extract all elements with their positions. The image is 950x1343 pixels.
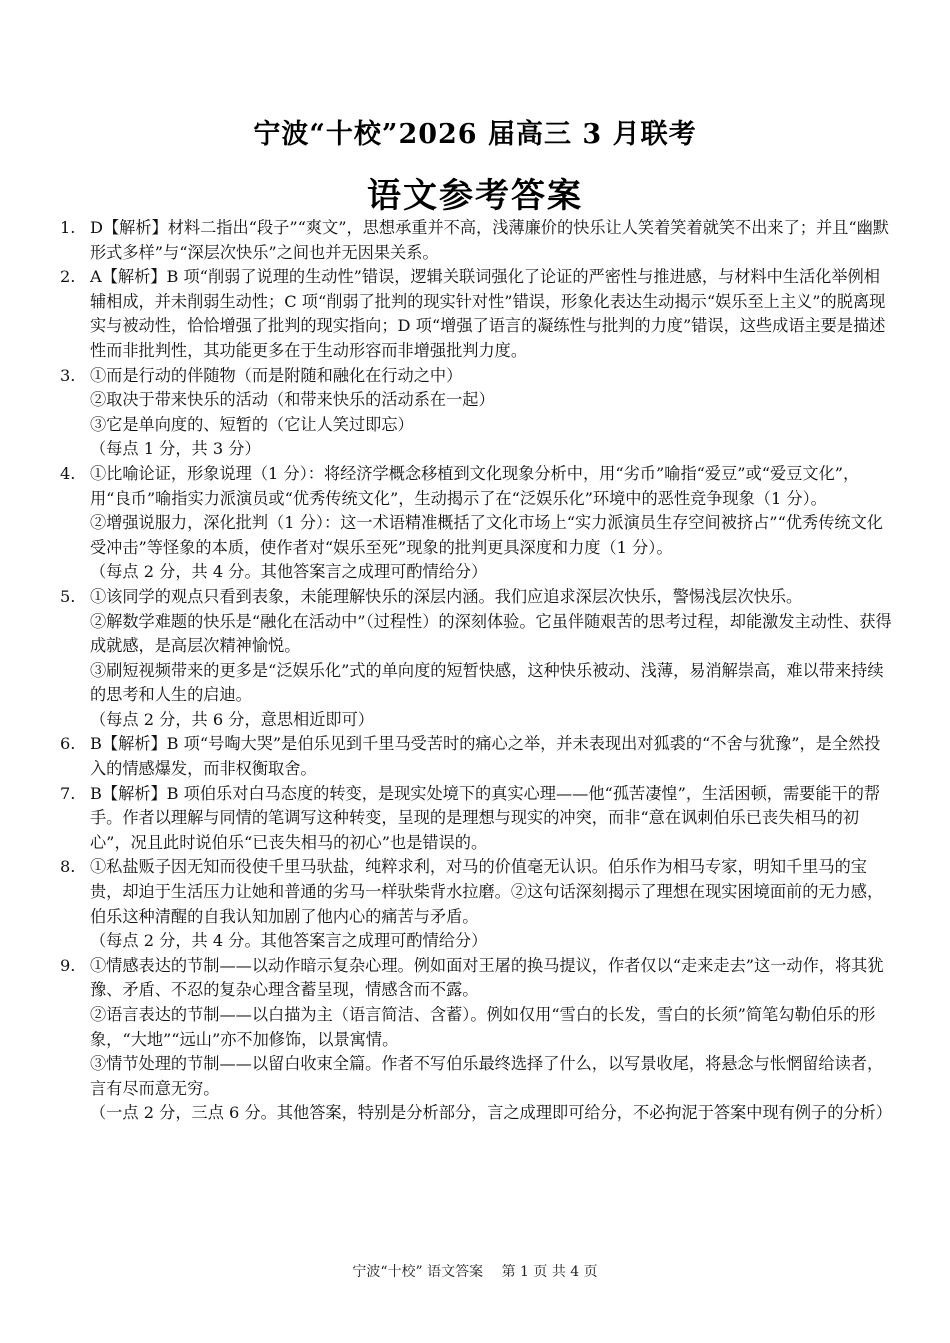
question-number: 2. (60, 267, 76, 287)
question-number: 9. (60, 955, 76, 975)
answer-point: ②增强说服力，深化批判（1 分）：这一术语精准概括了文化市场上“实力派演员生存空间被挤占”“优秀传统文化受冲击”等怪象的本质，使作者对“娱乐至死”现象的批判更具深度和力度（1 分）。 (90, 513, 883, 557)
answer-point: ③它是单向度的、短暂的（它让人笑过即忘） (90, 414, 414, 434)
page-footer: 宁波“十校” 语文答案 第 1 页 共 4 页 (352, 1264, 598, 1280)
question-number: 3. (60, 365, 76, 385)
answer-paragraph: ①私盐贩子因无知而役使千里马驮盐，纯粹求利，对马的价值毫无认识。伯乐作为相马专家，明知千里马的宝贵，却迫于生活压力让她和普通的劣马一样驮柴背水拉磨。②这句话深刻揭示了理想在现实困境面前的无力感，伯乐这种清醒的自我认知加剧了他内心的痛苦与矛盾。 (90, 857, 884, 926)
scoring-note: （每点 2 分，共 4 分。其他答案言之成理可酌情给分） (90, 931, 488, 951)
answer-point: ③情节处理的节制——以留白收束全篇。作者不写伯乐最终选择了什么，以写景收尾，将悬念与怅惘留给读者，言有尽而意无穷。 (90, 1054, 884, 1098)
answer-point: ①情感表达的节制——以动作暗示复杂心理。例如面对王屠的换马提议，作者仅以“走来走去”这一动作，将其犹豫、矛盾、不忍的复杂心理含蓄呈现，情感含而不露。 (90, 955, 884, 1000)
answer-item-3 (60, 364, 896, 462)
question-number: 6. (60, 734, 76, 754)
question-number: 4. (60, 463, 76, 483)
answer-paragraph: B【解析】B 项伯乐对白马态度的转变，是现实处境下的真实心理——他“孤苦凄惶”，生活困顿，需要能干的帮手。作者以理解与同情的笔调写这种转变，呈现的是理想与现实的冲突，而非“意在讽刺伯乐已丧失相马的初心”，况且此时说伯乐“已丧失相马的初心”也是错误的。 (90, 783, 881, 852)
scoring-note: （一点 2 分，三点 6 分。其他答案，特别是分析部分，言之成理即可给分，不必拘泥于答案中现有例子的分析） (90, 1103, 892, 1123)
answer-item-8 (60, 855, 896, 953)
answer-list (60, 216, 896, 1126)
answer-point: ①而是行动的伴随物（而是附随和融化在行动之中） (90, 365, 463, 385)
scoring-note: （每点 1 分，共 3 分） (90, 439, 261, 459)
answer-item-5 (60, 585, 896, 733)
question-number: 1. (60, 218, 76, 237)
answer-item-6 (60, 732, 896, 781)
answer-item-1 (60, 216, 896, 265)
answer-item-7 (60, 782, 896, 856)
page-subtitle: 语文参考答案 (367, 176, 583, 216)
scoring-note: （每点 2 分，共 4 分。其他答案言之成理可酌情给分） (90, 562, 488, 582)
answer-point: ①比喻论证，形象说理（1 分）：将经济学概念移植到文化现象分析中，用“劣币”喻指“爱豆”或“爱豆文化”，用“良币”喻指实力派演员或“优秀传统文化”，生动揭示了在“泛娱乐化”环境中的恶性竞争现象（1 分）。 (90, 463, 860, 508)
page-title: 宁波“十校”2026 届高三 3 月联考 (253, 119, 697, 150)
answer-point: ②解数学难题的快乐是“融化在活动中”（过程性）的深刻体验。它虽伴随艰苦的思考过程，却能激发主动性、获得成就感，是高层次精神愉悦。 (90, 611, 892, 656)
answer-point: ①该同学的观点只看到表象，未能理解快乐的深层内涵。我们应追求深层次快乐，警惕浅层次快乐。 (90, 586, 803, 606)
answer-point: ③刷短视频带来的更多是“泛娱乐化”式的单向度的短暂快感，这种快乐被动、浅薄，易消解崇高，难以带来持续的思考和人生的启迪。 (90, 660, 884, 705)
answer-paragraph: B【解析】B 项“号啕大哭”是伯乐见到千里马受苦时的痛心之举，并未表现出对狐裘的“不舍与犹豫”，是全然投入的情感爆发，而非权衡取舍。 (90, 734, 881, 779)
scoring-note: （每点 2 分，共 6 分，意思相近即可） (90, 709, 374, 729)
answer-item-2 (60, 265, 896, 363)
question-number: 7. (60, 783, 76, 803)
answer-paragraph: D【解析】材料二指出“段子”“爽文”，思想承重并不高，浅薄廉价的快乐让人笑着笑着就笑不出来了；并且“幽默形式多样”与“深层次快乐”之间也并无因果关系。 (90, 218, 889, 262)
question-number: 8. (60, 857, 76, 877)
answer-item-9 (60, 954, 896, 1126)
answer-point: ②取决于带来快乐的活动（和带来快乐的活动系在一起） (90, 390, 495, 410)
answer-item-4 (60, 462, 896, 585)
answer-point: ②语言表达的节制——以白描为主（语言简洁、含蓄）。例如仅用“雪白的长发，雪白的长须”简笔勾勒伯乐的形象，“大地”“远山”亦不加修饰，以景寓情。 (90, 1005, 876, 1049)
answer-paragraph: A【解析】B 项“削弱了说理的生动性”错误，逻辑关联词强化了论证的严密性与推进感，与材料中生活化举例相辅相成，并未削弱生动性；C 项“削弱了批判的现实针对性”错误，形象化表达生动揭示“娱乐至上主义”的脱离现实与被动性，恰恰增强了批判的现实指向；D 项“增强了语言的凝练性与批判的力度”错误，这些成语主要是描述性而非批判性，其功能更多在于生动形容而非增强批判力度。 (90, 267, 886, 360)
question-number: 5. (60, 586, 76, 606)
